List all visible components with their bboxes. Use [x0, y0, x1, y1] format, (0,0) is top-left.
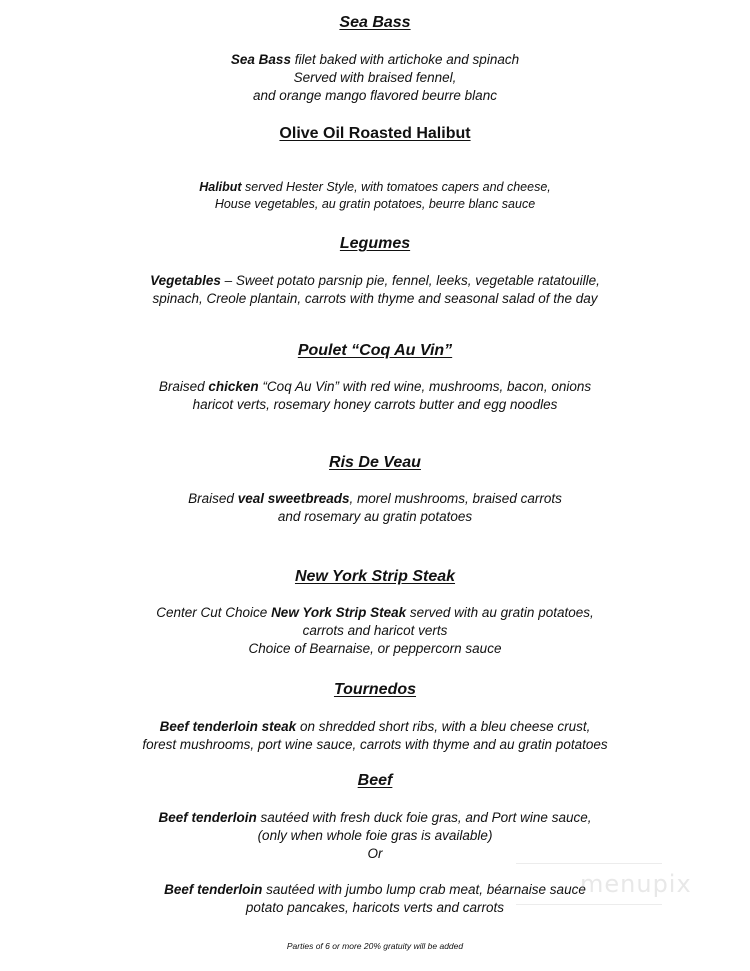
- chicken-name: chicken: [208, 379, 259, 394]
- ris-de-veau-line-1-pre: Braised: [188, 491, 238, 506]
- poulet-line-1-pre: Braised: [158, 379, 209, 394]
- halibut-name: Halibut: [199, 180, 242, 194]
- halibut-line-1: served Hester Style, with tomatoes capers and cheese,: [241, 180, 551, 194]
- sea-bass-line-2: Served with braised fennel,: [293, 70, 457, 85]
- beef-title: Beef: [357, 772, 393, 789]
- tournedos-title: Tournedos: [333, 681, 417, 698]
- beef-foie-gras-name: Beef tenderloin: [158, 810, 257, 825]
- strip-steak-description: [0, 604, 750, 658]
- strip-steak-line-1-pre: Center Cut Choice: [156, 605, 272, 620]
- ris-de-veau-line-1: , morel mushrooms, braised carrots: [349, 491, 562, 506]
- sea-bass-name: Sea Bass: [230, 52, 291, 67]
- strip-steak-name: New York Strip Steak: [271, 605, 407, 620]
- ris-de-veau-description: [0, 490, 750, 526]
- beef-or: Or: [367, 846, 383, 861]
- legumes-line-2: spinach, Creole plantain, carrots with thyme and seasonal salad of the day: [152, 291, 598, 306]
- tournedos-name: Beef tenderloin steak: [159, 719, 297, 734]
- ris-de-veau-title: Ris De Veau: [329, 454, 421, 471]
- halibut-line-2: House vegetables, au gratin potatoes, beurre blanc sauce: [214, 197, 536, 211]
- tournedos-description: [0, 718, 750, 754]
- beef-line-5: potato pancakes, haricots verts and carrots: [245, 900, 505, 915]
- tournedos-line-1: on shredded short ribs, with a bleu cheese crust,: [296, 719, 591, 734]
- beef-line-1: sautéed with fresh duck foie gras, and Port wine sauce,: [256, 810, 592, 825]
- poulet-line-2: haricot verts, rosemary honey carrots butter and egg noodles: [192, 397, 558, 412]
- poulet-description: [0, 378, 750, 414]
- beef-description: [0, 809, 750, 863]
- legumes-description: [0, 272, 750, 308]
- menupix-watermark: [514, 862, 692, 908]
- poulet-line-1: “Coq Au Vin” with red wine, mushrooms, bacon, onions: [258, 379, 592, 394]
- beef-line-4: sautéed with jumbo lump crab meat, béarnaise sauce: [262, 882, 586, 897]
- sea-bass-line-3: and orange mango flavored beurre blanc: [253, 88, 497, 103]
- watermark-rule-top: [516, 863, 662, 864]
- legumes-line-1: – Sweet potato parsnip pie, fennel, leeks, vegetable ratatouille,: [220, 273, 600, 288]
- beef-crab-name: Beef tenderloin: [164, 882, 263, 897]
- halibut-description: [0, 179, 750, 213]
- beef-line-2: (only when whole foie gras is available): [257, 828, 493, 843]
- veal-sweetbreads-name: veal sweetbreads: [237, 491, 350, 506]
- strip-steak-title: New York Strip Steak: [294, 568, 456, 585]
- gratuity-note: Parties of 6 or more 20% gratuity will be added: [286, 941, 464, 951]
- sea-bass-title: Sea Bass: [339, 14, 411, 31]
- legumes-title: Legumes: [339, 235, 411, 252]
- ris-de-veau-line-2: and rosemary au gratin potatoes: [277, 509, 473, 524]
- strip-steak-line-1: served with au gratin potatoes,: [406, 605, 594, 620]
- vegetables-name: Vegetables: [150, 273, 221, 288]
- sea-bass-line-1: filet baked with artichoke and spinach: [290, 52, 520, 67]
- watermark-rule-bottom: [516, 904, 662, 905]
- halibut-title: Olive Oil Roasted Halibut: [279, 125, 471, 142]
- tournedos-line-2: forest mushrooms, port wine sauce, carrots with thyme and au gratin potatoes: [142, 737, 608, 752]
- poulet-title: Poulet “Coq Au Vin”: [297, 342, 453, 359]
- watermark-text: menupix: [580, 870, 692, 898]
- strip-steak-line-2: carrots and haricot verts: [302, 623, 448, 638]
- sea-bass-description: [0, 51, 750, 105]
- strip-steak-line-3: Choice of Bearnaise, or peppercorn sauce: [248, 641, 502, 656]
